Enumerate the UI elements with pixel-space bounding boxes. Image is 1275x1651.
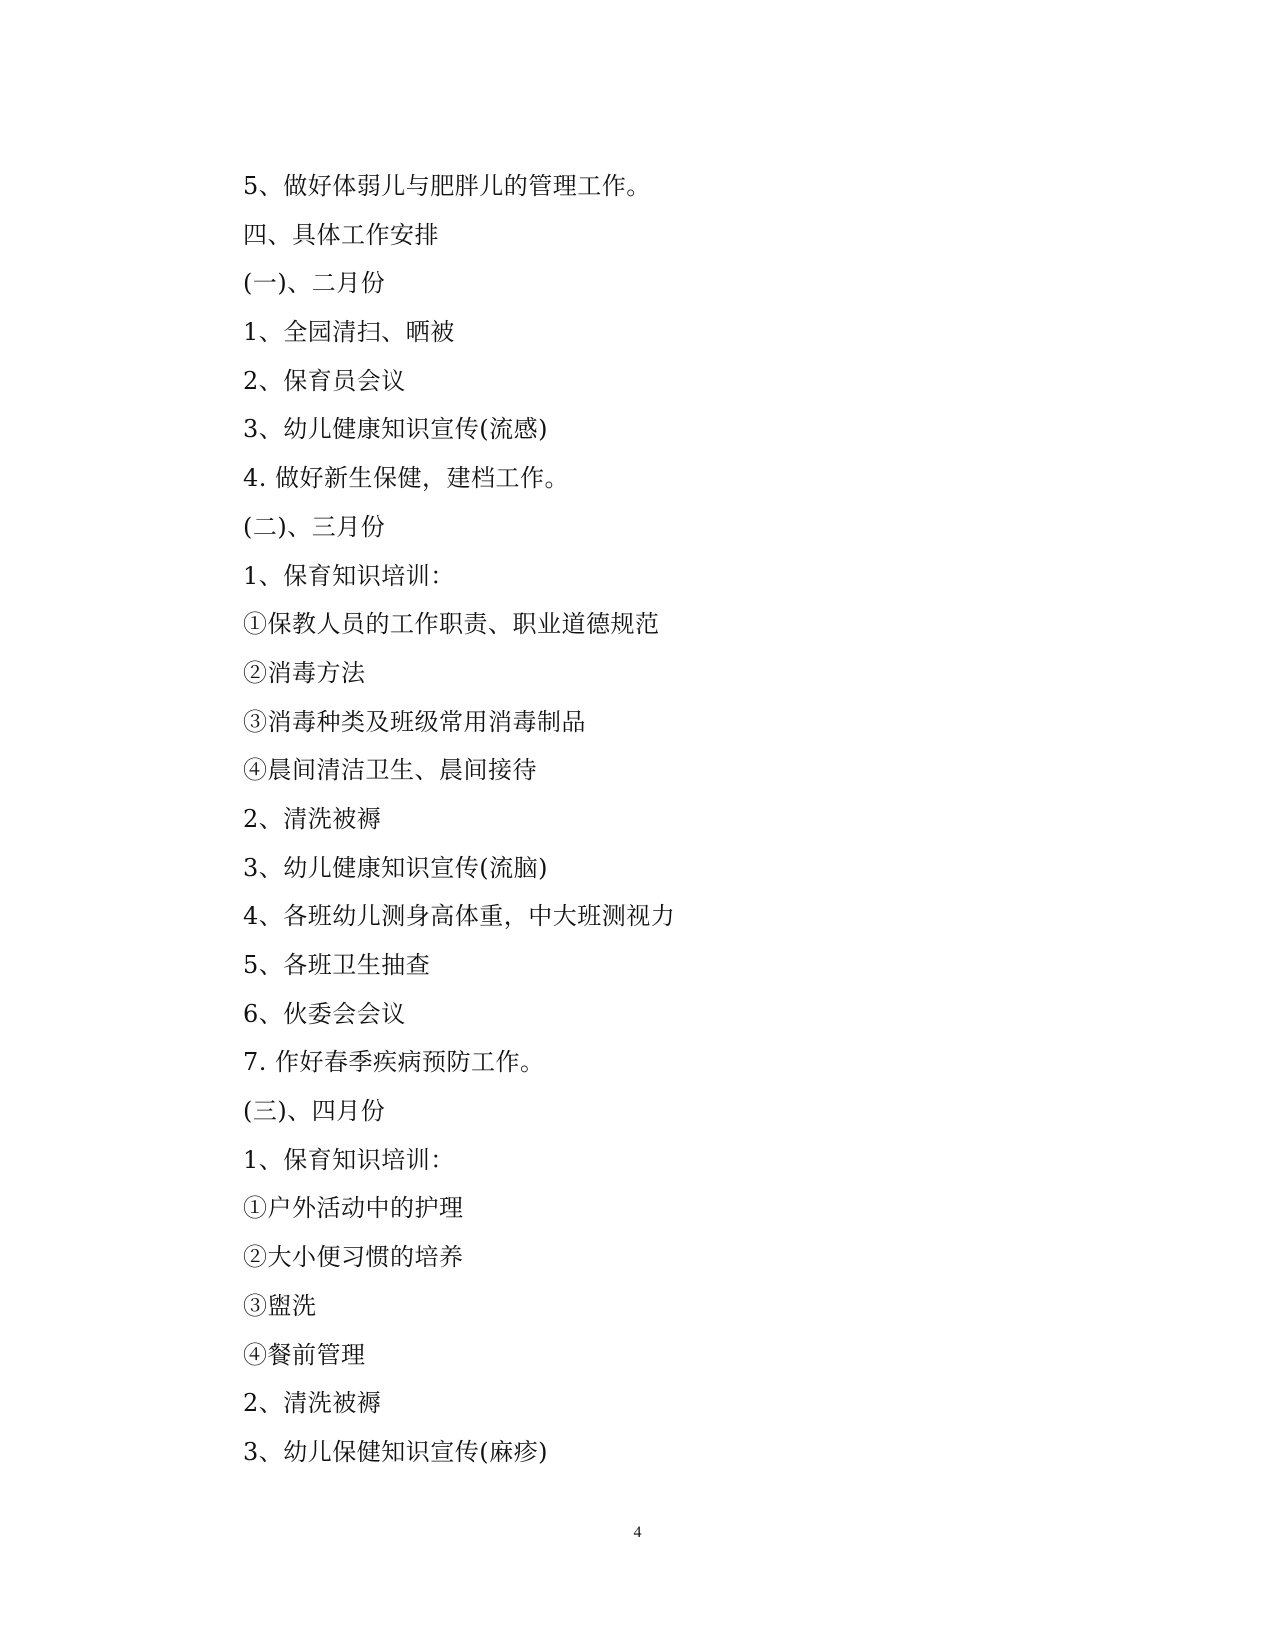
subsection-heading: (三)、四月份 [243,1097,386,1126]
sub-list-item: ④晨间清洁卫生、晨间接待 [243,756,537,785]
page-number: 4 [633,1524,642,1541]
sub-list-item: ③盥洗 [243,1291,317,1320]
sub-list-item: ①保教人员的工作职责、职业道德规范 [243,610,660,639]
list-item: 2、清洗被褥 [243,804,382,833]
list-item: 3、幼儿保健知识宣传(麻疹) [243,1437,548,1466]
list-item: 7. 作好春季疾病预防工作。 [243,1048,545,1077]
list-item: 3、幼儿健康知识宣传(流感) [243,415,548,444]
section-heading: 四、具体工作安排 [243,220,439,249]
list-item: 2、保育员会议 [243,366,406,395]
sub-list-item: ④餐前管理 [243,1340,366,1369]
list-item: 1、保育知识培训： [243,1145,455,1174]
list-item: 1、全园清扫、晒被 [243,318,455,347]
subsection-heading: (二)、三月份 [243,512,386,541]
sub-list-item: ②消毒方法 [243,658,366,687]
list-item: 4、各班幼儿测身高体重，中大班测视力 [243,902,676,931]
subsection-heading: (一)、二月份 [243,269,386,298]
list-item: 6、伙委会会议 [243,999,406,1028]
document-body [243,162,1143,1477]
list-item: 3、幼儿健康知识宣传(流脑) [243,853,548,882]
list-item: 1、保育知识培训： [243,561,455,590]
sub-list-item: ①户外活动中的护理 [243,1194,464,1223]
sub-list-item: ③消毒种类及班级常用消毒制品 [243,707,586,736]
list-item: 2、清洗被褥 [243,1389,382,1418]
text-line: 5、做好体弱儿与肥胖儿的管理工作。 [243,172,651,200]
list-item: 4. 做好新生保健，建档工作。 [243,464,570,493]
list-item: 5、各班卫生抽查 [243,951,431,979]
sub-list-item: ②大小便习惯的培养 [243,1243,464,1272]
